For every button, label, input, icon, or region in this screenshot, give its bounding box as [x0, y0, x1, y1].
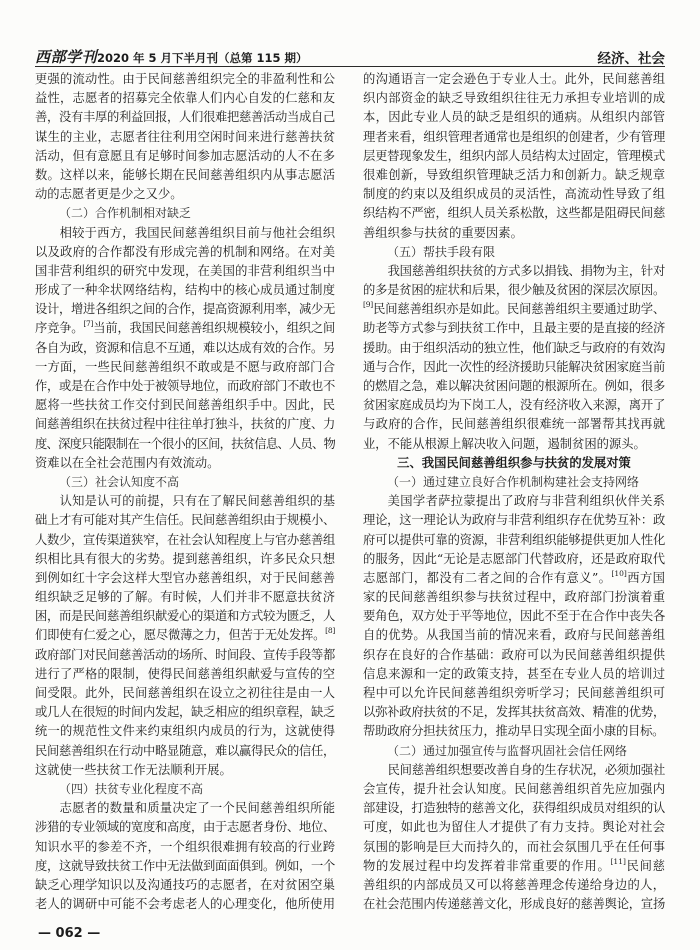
text-line: 以及政府的合作都没有形成完善的机制和网络。在对美 — [35, 244, 335, 259]
text-line: 的燃眉之急，难以解决贫困问题的根源所在。例如，很多 — [363, 379, 665, 393]
text-line: 间慈善组织在扶贫过程中往往单打独斗，扶贫的广度、力 — [35, 417, 335, 432]
text-line: 理者来看，组织管理者通常也是组织的创建者，少有管理 — [363, 129, 665, 144]
text-line: 资难以在全社会范围内有效流动。 — [35, 455, 220, 470]
text-line: 活动，但有意愿且有足够时间参加志愿活动的人不在多 — [35, 148, 335, 163]
paragraph — [35, 70, 335, 204]
text-line: 愿将一些扶贫工作交付到民间慈善组织手中。因此，民 — [35, 398, 335, 413]
text-line: 知识水平的参差不齐，一个组织很难拥有较高的行业跨 — [35, 839, 335, 854]
text-line: 国非营利组织的研究中发现，在美国的非营利组织当中 — [35, 263, 335, 278]
text-line: 政府部门对民间慈善活动的场所、时间段、宣传手段等都 — [35, 647, 335, 662]
text-line: 帮助政府分担扶贫压力，推动早日实现全面小康的目标。 — [363, 724, 665, 739]
text-line: 作，或是在合作中处于被领导地位，而政府部门不敢也不 — [35, 379, 335, 393]
text-line: 可度，如此也为留住人才提供了有力支持。舆论对社会 — [363, 820, 665, 835]
text-line: 度，这就导致扶贫工作中无法做到面面俱到。例如，一个 — [35, 858, 335, 873]
text-segment: 西方国 — [626, 570, 665, 585]
paragraph — [35, 224, 335, 473]
text-line: 人数少，宣传渠道狭窄，在社会认知程度上与官办慈善组 — [35, 532, 335, 547]
journal-info — [35, 46, 308, 67]
text-line: 要角色，双方处于平等地位，因此不至于在合作中丧失各 — [363, 609, 665, 624]
text-segment: 当前，我国民间慈善组织规模较小，组织之间 — [93, 321, 335, 336]
text-line: 数。这样以来，能够长期在民间慈善组织内从事志愿活 — [35, 167, 335, 182]
text-line: 织存在良好的合作基础：政府可以为民间慈善组织提供 — [363, 647, 665, 662]
text-line: 美国学者萨拉蒙提出了政府与非营利组织伙伴关系 — [387, 494, 665, 509]
text-line: 在社会范围内传递慈善文化，形成良好的慈善舆论，宣扬 — [363, 897, 665, 912]
text-line — [363, 569, 665, 588]
text-line: 相较于西方，我国民间慈善组织目前与他社会组织 — [59, 225, 335, 240]
text-line: 善组织参与扶贫的重要因素。 — [363, 225, 523, 240]
text-line: 进行了严格的限制，使得民间慈善组织献爱与宣传的空 — [35, 666, 335, 681]
issue-info: 2020 年 5 月下半月刊（总第 115 期） — [97, 51, 308, 65]
text-segment: 们即使有仁爱之心，愿尽微薄之力，但苦于无处发挥。 — [35, 628, 326, 643]
paragraph — [35, 799, 335, 914]
text-line: 设计，增进各组织之间的合作，提高资源利用率，减少无 — [35, 302, 335, 317]
citation-ref: [9] — [363, 300, 374, 310]
text-segment: 志愿部门，都没有二者之间的合作有意义”。 — [363, 570, 612, 585]
text-line: 贫困家庭成员均为下岗工人，没有经济收入来源，离开了 — [363, 398, 665, 413]
text-line: 这就使一些扶贫工作无法顺利开展。 — [35, 762, 232, 777]
text-line: 援助。由于组织活动的独立性，他们缺乏与政府的有效沟 — [363, 340, 665, 355]
paragraph — [363, 761, 665, 915]
subsection-heading-text: （一）通过建立良好合作机制构建社会支持网络 — [387, 474, 640, 489]
journal-title: 西部学刊 — [35, 48, 98, 66]
text-line: 层更替现象发生，组织内部人员结构太过固定，管理模式 — [363, 148, 665, 163]
text-line: 助老等方式参与到扶贫工作中，且最主要的是直接的经济 — [363, 321, 665, 336]
text-segment: 民间慈 — [625, 858, 665, 873]
text-line: 民间慈善组织想要改善自身的生存状况，必须加强社 — [387, 762, 665, 777]
text-line: 很难创新，导致组织管理缺乏活力和创新力。缺乏规章 — [363, 167, 665, 182]
text-line: 制度的约束以及组织成员的灵活性，高流动性导致了组 — [363, 187, 665, 202]
text-line: 理论，这一理论认为政府与非营利组织存在优势互补：政 — [363, 513, 665, 528]
text-line: 组织缺乏足够的了解。有时候，人们并非不愿意扶贫济 — [35, 590, 335, 605]
paragraph — [363, 492, 665, 741]
text-line: 本，因此专业人员的缺乏是组织的通病。从组织内部管 — [363, 110, 665, 125]
text-line: 织相比具有很大的劣势。提到慈善组织，许多民众只想 — [35, 551, 335, 566]
citation-ref: [11] — [610, 856, 626, 866]
text-line — [35, 626, 335, 645]
subsection-heading — [35, 204, 335, 223]
text-line: 一方面，一些民间慈善组织不敢或是不愿与政府部门合 — [35, 359, 335, 374]
subsection-heading-text: （二）通过加强宣传与监督巩固社会信任网络 — [387, 743, 628, 758]
text-line: 民间慈善组织在行动中略显随意，难以赢得民众的信任， — [35, 743, 335, 758]
text-line — [363, 857, 665, 876]
text-line: 更强的流动性。由于民间慈善组织完全的非盈利性和公 — [35, 72, 335, 86]
text-line: 度、深度只能限制在一个很小的区间，扶贫信息、人员、物 — [35, 436, 335, 451]
subsection-heading — [363, 742, 665, 761]
subsection-heading-text: （二）合作机制相对缺乏 — [59, 206, 192, 221]
text-line: 信息来源和一定的政策支持，甚至在专业人员的培训过 — [363, 666, 665, 681]
subsection-heading-text: （四）扶贫专业化程度不高 — [59, 781, 204, 796]
text-line: 自的优势。从我国当前的情况来看，政府与民间慈善组 — [363, 628, 665, 643]
text-segment: 序竞争。 — [35, 321, 84, 336]
text-line: 缺乏心理学知识以及沟通技巧的志愿者，在对贫困空巢 — [35, 877, 335, 892]
text-line: 通与合作，因此一次性的经济援助只能解决贫困家庭当前 — [363, 359, 665, 374]
text-line: 织结构不严密，组织人员关系松散，这些都是阻碍民间慈 — [363, 206, 665, 221]
text-line: 善，没有丰厚的利益回报，人们很难把慈善活动当成自己 — [35, 110, 335, 125]
subsection-heading-text: （三）社会认知度不高 — [59, 474, 180, 489]
section-heading — [363, 454, 665, 473]
page-number: — 062 — — [38, 926, 101, 941]
text-line: 到例如红十字会这样大型官办慈善组织，对于民间慈善 — [35, 570, 335, 585]
text-line: 的多是贫困的症状和后果，很少触及贫困的深层次原因。 — [363, 283, 665, 298]
text-line: 础上才有可能对其产生信任。民间慈善组织由于规模小、 — [35, 513, 335, 528]
text-line: 的沟通语言一定会逊色于专业人士。此外，民间慈善组 — [363, 72, 665, 86]
paragraph — [363, 70, 665, 243]
text-line: 动的志愿者更是少之又少。 — [35, 187, 183, 202]
text-line: 涉猎的专业领域的宽度和高度，由于志愿者身份、地位、 — [35, 820, 335, 835]
text-line: 业，不能从根源上解决收入问题，遏制贫困的源头。 — [363, 436, 646, 451]
text-line: 会宣传，提升社会认知度。民间慈善组织首先应加强内 — [363, 781, 665, 796]
text-line: 我国慈善组织扶贫的方式多以捐钱、捐物为主，针对 — [387, 263, 665, 278]
running-header — [35, 40, 665, 67]
subsection-heading — [35, 780, 335, 799]
text-line: 程中可以允许民间慈善组织旁听学习；民间慈善组织可 — [363, 686, 665, 700]
subsection-heading — [363, 473, 665, 492]
text-line: 认知是认可的前提，只有在了解民间慈善组织的基 — [59, 494, 335, 509]
paragraph — [35, 492, 335, 780]
text-line: 或几人在很短的时间内发起，缺乏相应的组织章程，缺乏 — [35, 705, 335, 720]
text-line: 间受限。此外，民间慈善组织在设立之初往往是由一人 — [35, 686, 335, 700]
text-line: 与政府的合作，民间慈善组织很难统一部署帮其找再就 — [363, 417, 665, 432]
left-column — [35, 70, 335, 914]
text-line: 府可以提供可靠的资源，非营利组织能够提供更加人性化 — [363, 532, 665, 547]
paragraph — [363, 262, 665, 454]
text-line: 统一的规范性文件来约束组织内成员的行为，这就使得 — [35, 724, 335, 739]
text-segment: 物的发展过程中均发挥着非常重要的作用。 — [363, 858, 611, 873]
citation-ref: [10] — [611, 568, 627, 578]
text-line: 益性，志愿者的招募完全依靠人们内心自发的仁慈和友 — [35, 91, 335, 106]
section-heading-text: 三、我国民间慈善组织参与扶贫的发展对策 — [397, 455, 631, 470]
text-line: 以弥补政府扶贫的不足，发挥其扶贫高效、精准的优势， — [363, 705, 665, 720]
text-line: 家的民间慈善组织参与扶贫过程中，政府部门扮演着重 — [363, 590, 665, 605]
text-line: 各自为政，资源和信息不互通，难以达成有效的合作。另 — [35, 340, 335, 355]
text-line: 形成了一种伞状网络结构，结构中的核心成员通过制度 — [35, 283, 335, 298]
text-line — [35, 319, 335, 338]
text-line: 织内部资金的缺乏导致组织往往无力承担专业培训的成 — [363, 91, 665, 106]
text-line: 氛围的影响是巨大而持久的，而社会氛围几乎在任何事 — [363, 839, 665, 854]
text-line: 的服务，因此“无论是志愿部门代替政府，还是政府取代 — [363, 551, 665, 566]
text-line: 善组织的内部成员又可以将慈善理念传递给身边的人， — [363, 877, 665, 892]
text-line: 困，而是民间慈善组织献爱心的渠道和方式较为匮乏，人 — [35, 609, 335, 624]
subsection-heading — [35, 473, 335, 492]
text-line: 部建设，打造独特的慈善文化，获得组织成员对组织的认 — [363, 801, 665, 816]
citation-ref: [8] — [325, 626, 335, 636]
text-segment: 民间慈善组织亦是如此。民间慈善组织主要通过助学、 — [373, 302, 665, 317]
right-column — [363, 70, 665, 914]
text-line — [363, 300, 665, 319]
text-line: 谋生的主业，志愿者往往利用空闲时间来进行慈善扶贫 — [35, 129, 335, 144]
citation-ref: [7] — [83, 319, 94, 329]
section-label: 经济、社会 — [597, 51, 665, 67]
text-line: 志愿者的数量和质量决定了一个民间慈善组织所能 — [59, 801, 335, 816]
text-line: 老人的调研中可能不会考虑老人的心理变化，他所使用 — [35, 897, 335, 912]
subsection-heading — [363, 243, 665, 262]
subsection-heading-text: （五）帮扶手段有限 — [387, 244, 496, 259]
